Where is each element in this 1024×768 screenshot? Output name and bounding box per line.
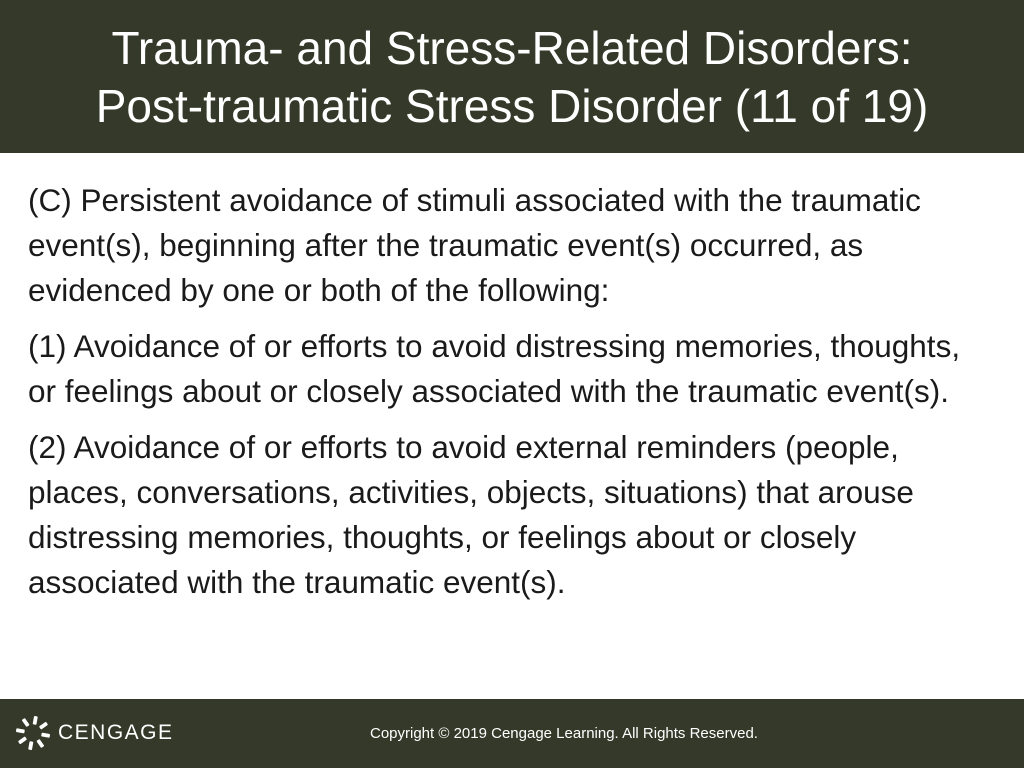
slide-header [0,0,1024,153]
cengage-logo-text: CENGAGE [58,721,174,744]
criterion-1-paragraph: (1) Avoidance of or efforts to avoid distressing memories, thoughts, or feelings about or closely associated with the traumatic event(s). [28,328,961,409]
copyright-notice: Copyright © 2019 Cengage Learning. All Rights Reserved. [370,725,758,742]
slide-title-line-2: Post-traumatic Stress Disorder (11 of 19) [95,79,929,132]
cengage-logo-icon [14,714,52,752]
slide-footer [0,699,1024,768]
cengage-logo [14,714,174,752]
criterion-2-paragraph: (2) Avoidance of or efforts to avoid external reminders (people, places, conversations, activities, objects, situations) that arouse distressing memories, thoughts, or feelings about or closely associated with the traumatic event(s). [28,429,914,600]
slide-title-line-1: Trauma- and Stress-Related Disorders: [111,21,913,74]
criterion-c-paragraph: (C) Persistent avoidance of stimuli associated with the traumatic event(s), beginning after the traumatic event(s) occurred, as evidenced by one or both of the following: [28,182,921,308]
slide-body [28,178,996,616]
